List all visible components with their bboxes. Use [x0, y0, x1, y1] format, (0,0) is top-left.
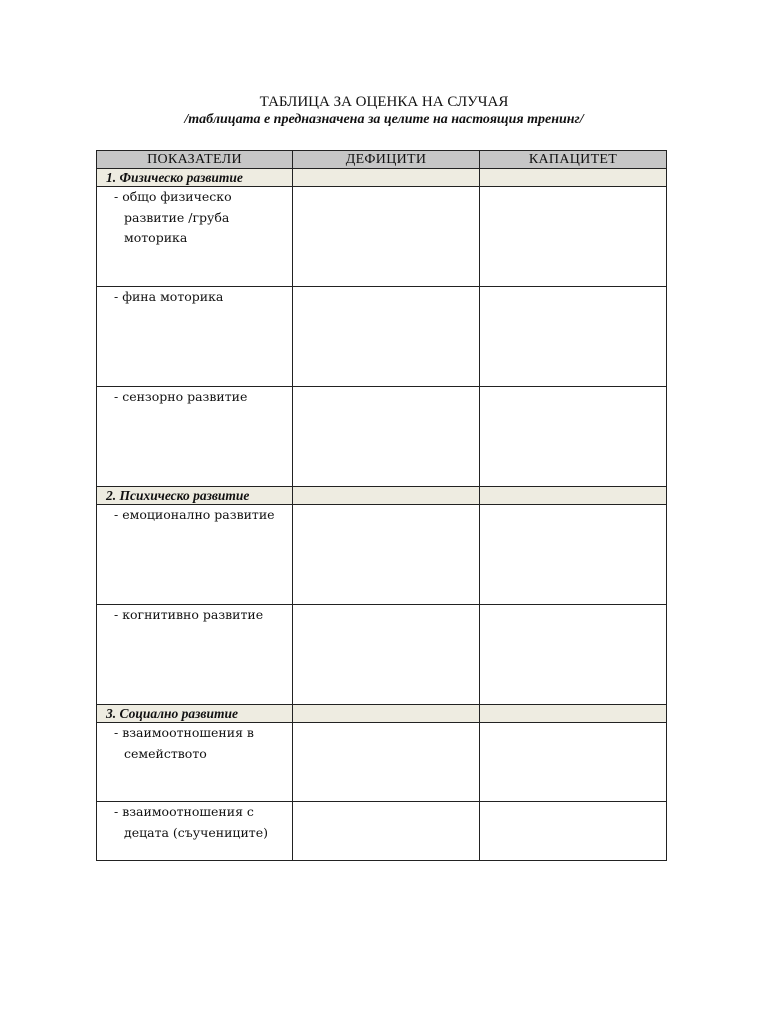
capacity-cell[interactable]: [480, 287, 667, 387]
deficits-cell[interactable]: [293, 723, 480, 802]
header-indicators: ПОКАЗАТЕЛИ: [97, 151, 293, 169]
indicator-label: - емоционално развитие: [114, 507, 275, 522]
indicator-label: - общо физическо развитие /груба моторика: [114, 189, 232, 245]
indicator-cell: [97, 387, 293, 487]
section-title: 2. Психическо развитие: [97, 487, 293, 505]
indicator-cell: [97, 802, 293, 861]
section-deficits-cell: [293, 169, 480, 187]
capacity-cell[interactable]: [480, 723, 667, 802]
section-row-social: [97, 705, 667, 723]
deficits-cell[interactable]: [293, 505, 480, 605]
indicator-cell: [97, 723, 293, 802]
table-row: [97, 287, 667, 387]
deficits-cell[interactable]: [293, 187, 480, 287]
section-deficits-cell: [293, 487, 480, 505]
deficits-cell[interactable]: [293, 287, 480, 387]
indicator-cell: [97, 187, 293, 287]
table-row: [97, 387, 667, 487]
deficits-cell[interactable]: [293, 387, 480, 487]
indicator-label: - взаимоотношения с децата (съучениците): [114, 804, 268, 840]
capacity-cell[interactable]: [480, 802, 667, 861]
indicator-cell: [97, 605, 293, 705]
indicator-label: - сензорно развитие: [114, 389, 248, 404]
section-capacity-cell: [480, 487, 667, 505]
deficits-cell[interactable]: [293, 802, 480, 861]
table-row: [97, 505, 667, 605]
section-deficits-cell: [293, 705, 480, 723]
section-row-psychological: [97, 487, 667, 505]
table-row: [97, 723, 667, 802]
indicator-cell: [97, 505, 293, 605]
section-title: 3. Социално развитие: [97, 705, 293, 723]
indicator-label: - фина моторика: [114, 289, 224, 304]
table-header-row: [97, 151, 667, 169]
capacity-cell[interactable]: [480, 387, 667, 487]
section-title: 1. Физическо развитие: [97, 169, 293, 187]
header-deficits: ДЕФИЦИТИ: [293, 151, 480, 169]
section-capacity-cell: [480, 705, 667, 723]
header-capacity: КАПАЦИТЕТ: [480, 151, 667, 169]
document-subtitle: /таблицата е предназначена за целите на настоящия тренинг/: [184, 112, 584, 127]
deficits-cell[interactable]: [293, 605, 480, 705]
table-row: [97, 605, 667, 705]
table-row: [97, 187, 667, 287]
table-row: [97, 802, 667, 861]
document-title: ТАБЛИЦА ЗА ОЦЕНКА НА СЛУЧАЯ: [259, 94, 509, 110]
capacity-cell[interactable]: [480, 187, 667, 287]
indicator-label: - когнитивно развитие: [114, 607, 264, 622]
indicator-label: - взаимоотношения в семейството: [114, 725, 254, 761]
assessment-table: [96, 150, 667, 861]
indicator-cell: [97, 287, 293, 387]
capacity-cell[interactable]: [480, 605, 667, 705]
section-row-physical: [97, 169, 667, 187]
section-capacity-cell: [480, 169, 667, 187]
capacity-cell[interactable]: [480, 505, 667, 605]
